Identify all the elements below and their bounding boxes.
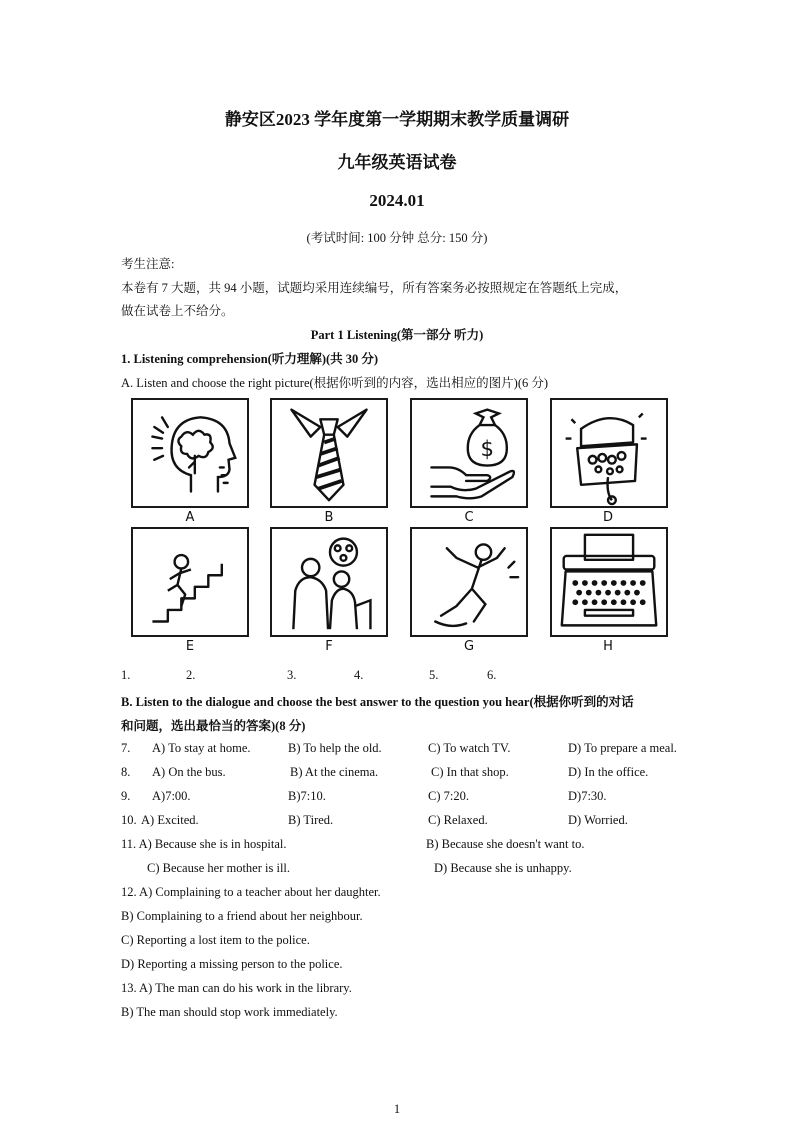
question-12-option-a: 12. A) Complaining to a teacher about her daughter. <box>121 885 381 899</box>
exam-title: 静安区2023 学年度第一学期期末教学质量调研 <box>224 110 570 129</box>
answer-number-5: 5. <box>429 668 439 682</box>
question-12-option-c: C) Reporting a lost item to the police. <box>121 933 310 947</box>
part1-title: Part 1 Listening(第一部分 听力) <box>310 328 484 342</box>
question-12-option-d: D) Reporting a missing person to the police. <box>121 957 343 971</box>
question-12-option-b: B) Complaining to a friend about her neighbour. <box>121 909 363 923</box>
section-b-heading-line-2: 和问题，选出最恰当的答案)(8 分) <box>121 719 306 733</box>
question-8-number: 8. <box>121 765 131 779</box>
picture-label-f: F <box>325 639 333 654</box>
answer-number-4: 4. <box>354 668 364 682</box>
question-11-option-a: 11. A) Because she is in hospital. <box>121 837 287 851</box>
question-7-option-d: D) To prepare a meal. <box>568 741 677 755</box>
necktie-icon <box>270 398 388 508</box>
treasure-chest-icon <box>550 398 668 508</box>
section-b-heading-line-1: B. Listen to the dialogue and choose the best answer to the question you hear(根据你听到的对话 <box>121 695 634 709</box>
picture-label-g: G <box>463 639 475 654</box>
question-9-option-b: B)7:10. <box>288 789 326 803</box>
picture-label-h: H <box>603 639 613 654</box>
question-9-option-d: D)7:30. <box>568 789 607 803</box>
section-a-heading: A. Listen and choose the right picture(根据你听到的内容，选出相应的图片)(6 分) <box>121 376 549 390</box>
svg-text:$: $ <box>480 435 495 461</box>
typewriter-icon <box>550 527 668 637</box>
question-7-option-a: A) To stay at home. <box>152 741 251 755</box>
question-9-number: 9. <box>121 789 131 803</box>
question-11-option-c: C) Because her mother is ill. <box>147 861 291 875</box>
surgery-icon <box>270 527 388 637</box>
exam-subtitle: 九年级英语试卷 <box>337 153 457 172</box>
question-8-option-d: D) In the office. <box>568 765 649 779</box>
question-9-option-c: C) 7:20. <box>428 789 469 803</box>
question-9-option-a: A)7:00. <box>152 789 191 803</box>
question-7-option-c: C) To watch TV. <box>428 741 511 755</box>
question-11-option-b: B) Because she doesn't want to. <box>426 837 585 851</box>
question-10-option-d: D) Worried. <box>568 813 628 827</box>
answer-number-3: 3. <box>287 668 297 682</box>
question-8-option-c: C) In that shop. <box>431 765 509 779</box>
answer-number-1: 1. <box>121 668 131 682</box>
question-10-option-a: A) Excited. <box>141 813 199 827</box>
notice-heading: 考生注意: <box>121 257 175 271</box>
question-10-number: 10. <box>121 813 137 827</box>
question-8-option-b: B) At the cinema. <box>290 765 379 779</box>
question-10-option-b: B) Tired. <box>288 813 334 827</box>
picture-label-b: B <box>324 510 334 525</box>
question-8-option-a: A) On the bus. <box>152 765 226 779</box>
money-hand-icon <box>410 398 528 508</box>
section-1-heading: 1. Listening comprehension(听力理解)(共 30 分) <box>121 352 379 366</box>
brain-head-icon <box>131 398 249 508</box>
picture-label-d: D <box>602 510 613 525</box>
question-7-number: 7. <box>121 741 131 755</box>
climbing-stairs-icon <box>131 527 249 637</box>
question-7-option-b: B) To help the old. <box>288 741 382 755</box>
notice-line-1: 本卷有 7 大题，共 94 小题，试题均采用连续编号，所有答案务必按照规定在答题纸上完成， <box>121 281 628 295</box>
slipping-man-icon <box>410 527 528 637</box>
picture-label-c: C <box>464 510 474 525</box>
picture-label-e: E <box>185 639 195 654</box>
answer-number-6: 6. <box>487 668 497 682</box>
question-13-option-a: 13. A) The man can do his work in the library. <box>121 981 352 995</box>
page-number: 1 <box>393 1102 401 1116</box>
notice-line-2: 做在试卷上不给分。 <box>121 304 234 318</box>
answer-number-2: 2. <box>186 668 196 682</box>
exam-date: 2024.01 <box>369 191 425 210</box>
question-11-option-d: D) Because she is unhappy. <box>434 861 572 875</box>
exam-info: (考试时间: 100 分钟 总分: 150 分) <box>306 231 488 245</box>
question-10-option-c: C) Relaxed. <box>428 813 488 827</box>
question-13-option-b: B) The man should stop work immediately. <box>121 1005 338 1019</box>
picture-label-a: A <box>185 510 195 525</box>
